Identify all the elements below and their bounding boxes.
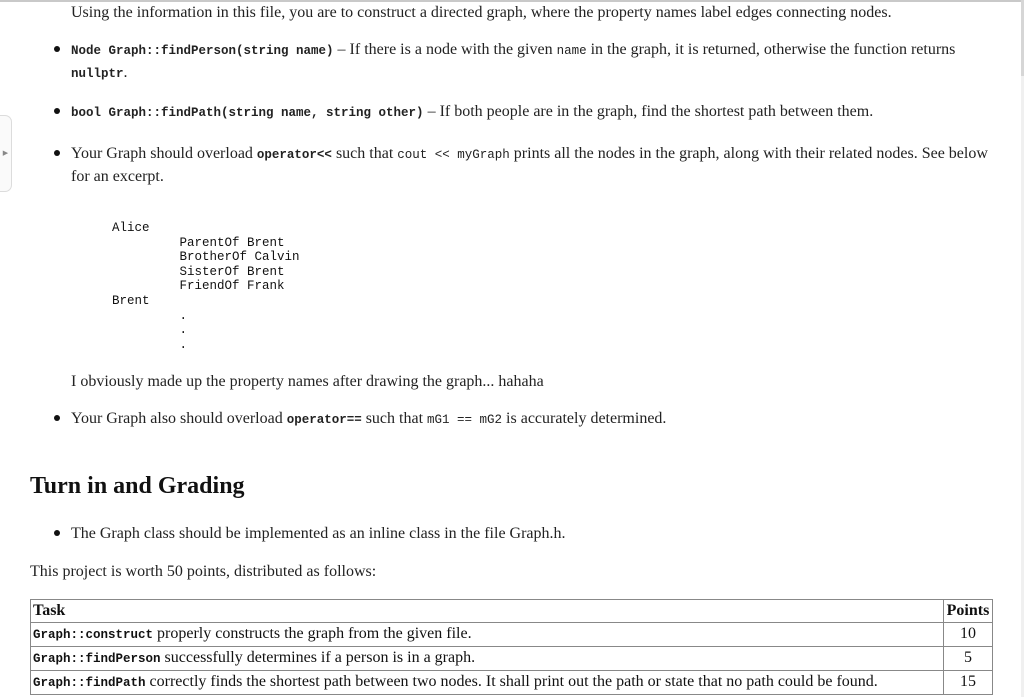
inline-code: cout << myGraph: [397, 148, 510, 162]
list-item-text: such that: [361, 410, 428, 427]
task-cell: [31, 647, 944, 671]
points-cell: 10: [944, 623, 993, 647]
output-excerpt: Alice ParentOf Brent BrotherOf Calvin SisterOf Brent FriendOf Frank Brent . . .: [112, 221, 300, 352]
intro-paragraph: Using the information in this file, you are to construct a directed graph, where the property names label edges connecting nodes.: [71, 4, 892, 21]
table-row: [31, 647, 993, 671]
bullet-dot: [54, 46, 60, 52]
points-cell: 5: [944, 647, 993, 671]
list-item-find-person: [51, 39, 1001, 85]
list-item-text: Your Graph also should overload: [71, 410, 287, 427]
inline-code: Graph::findPath: [33, 676, 146, 690]
sidebar-toggle[interactable]: [0, 115, 12, 192]
list-item-operator-equals: [51, 408, 1001, 431]
table-row: [31, 671, 993, 695]
table-header-row: [31, 600, 993, 623]
list-item-text: is accurately determined.: [502, 410, 667, 427]
chevron-right-icon: ▶: [2, 149, 9, 157]
column-header-task: Task: [31, 600, 944, 623]
bullet-dot: [54, 150, 60, 156]
inline-code: Graph::construct: [33, 628, 154, 642]
list-item-operator-output: [51, 143, 1001, 187]
list-item-find-path: [51, 101, 1001, 124]
note-paragraph: I obviously made up the property names after drawing the graph... hahaha: [71, 373, 544, 390]
list-item-text: – If both people are in the graph, find the shortest path between them.: [423, 103, 874, 120]
inline-code: nullptr: [71, 67, 124, 81]
inline-code: operator==: [286, 413, 362, 427]
list-item-text: .: [123, 64, 128, 81]
find-path-signature: bool Graph::findPath(string name, string other): [71, 106, 424, 120]
bullet-dot: [54, 108, 60, 114]
task-text: correctly finds the shortest path between two nodes. It shall print out the path or state that no path could be found.: [145, 673, 878, 690]
list-item-text: – If there is a node with the given: [333, 41, 557, 58]
bullet-dot: [54, 530, 60, 536]
bullet-dot: [54, 415, 60, 421]
list-item-text: in the graph, it is returned, otherwise the function returns: [586, 41, 956, 58]
list-item-text: such that: [331, 145, 398, 162]
points-cell: 15: [944, 671, 993, 695]
task-cell: [31, 671, 944, 695]
inline-code: operator<<: [256, 148, 332, 162]
inline-code: mG1 == mG2: [427, 413, 503, 427]
list-item-text: Your Graph should overload: [71, 145, 257, 162]
column-header-points: Points: [944, 600, 993, 623]
table-row: [31, 623, 993, 647]
list-item-inline-class: [51, 523, 1001, 544]
section-heading: Turn in and Grading: [30, 473, 245, 499]
list-item-text: prints all the nodes in the graph, along with their related nodes. See below for an excerpt.: [71, 145, 988, 185]
inline-code: Graph::findPerson: [33, 652, 161, 666]
task-text: properly constructs the graph from the given file.: [153, 625, 472, 642]
points-intro: This project is worth 50 points, distributed as follows:: [30, 563, 377, 580]
list-item-text: The Graph class should be implemented as an inline class in the file Graph.h.: [71, 525, 566, 542]
find-person-signature: Node Graph::findPerson(string name): [71, 44, 334, 58]
task-cell: [31, 623, 944, 647]
inline-code: name: [556, 44, 587, 58]
grading-table: [30, 599, 993, 695]
task-text: successfully determines if a person is in a graph.: [160, 649, 476, 666]
